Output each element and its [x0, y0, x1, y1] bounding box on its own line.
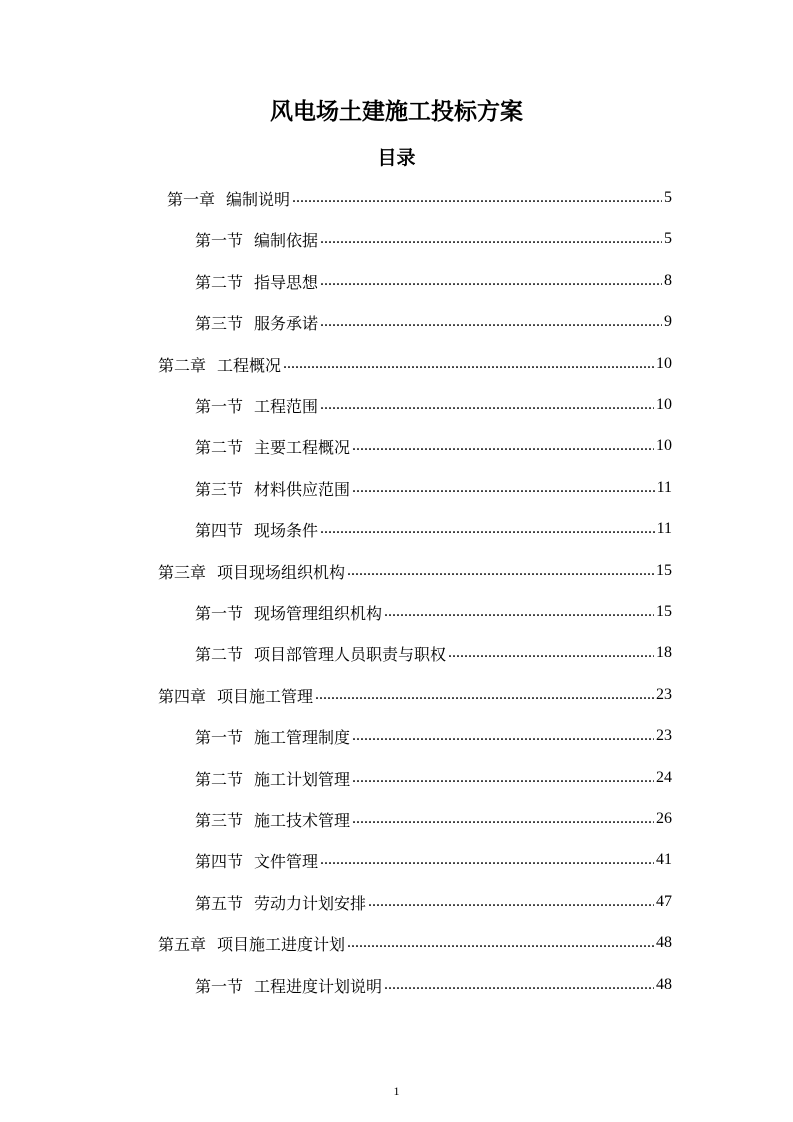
toc-entry-page: 5: [664, 230, 672, 247]
toc-entry-label: 第二节: [195, 439, 244, 457]
toc-entry-section[interactable]: [195, 965, 672, 1005]
toc-entry-section[interactable]: [195, 426, 672, 466]
toc-entry-title: 工程进度计划说明: [254, 976, 383, 996]
toc-entry-label: 第五节: [195, 895, 244, 913]
toc-entry-title: 编制依据: [254, 230, 319, 250]
toc-entry-label: 第一章: [167, 191, 216, 209]
toc-leader-dots: [320, 272, 662, 290]
toc-entry-page: 10: [656, 437, 672, 454]
toc-entry-section[interactable]: [195, 592, 672, 632]
toc-leader-dots: [320, 230, 662, 248]
toc-entry-chapter[interactable]: [158, 344, 672, 384]
toc-entry-page: 15: [656, 562, 672, 579]
toc-leader-dots: [320, 851, 654, 869]
toc-entry-page: 48: [656, 976, 672, 993]
toc-entry-page: 48: [656, 934, 672, 951]
toc-leader-dots: [315, 686, 654, 704]
toc-entry-section[interactable]: [195, 261, 672, 301]
document-title: 风电场土建施工投标方案: [270, 99, 523, 125]
toc-entry-page: 47: [656, 893, 672, 910]
toc-entry-page: 15: [656, 603, 672, 620]
toc-entry-title: 项目施工进度计划: [217, 934, 346, 954]
toc-leader-dots: [347, 562, 654, 580]
toc-leader-dots: [320, 520, 655, 538]
toc-entry-section[interactable]: [195, 758, 672, 798]
toc-entry-title: 工程概况: [217, 355, 282, 375]
toc-entry-label: 第三章: [158, 564, 207, 582]
toc-entry-title: 项目施工管理: [217, 686, 314, 706]
toc-entry-page: 8: [664, 272, 672, 289]
toc-entry-label: 第四节: [195, 853, 244, 871]
toc-leader-dots: [283, 355, 654, 373]
toc-entry-chapter[interactable]: [167, 178, 672, 218]
page-number: 1: [393, 1084, 400, 1098]
toc-entry-title: 现场管理组织机构: [254, 603, 383, 623]
toc-leader-dots: [352, 479, 655, 497]
toc-entry-title: 文件管理: [254, 851, 319, 871]
toc-entry-chapter[interactable]: [158, 675, 672, 715]
toc-leader-dots: [347, 934, 654, 952]
toc-entry-title: 服务承诺: [254, 313, 319, 333]
toc-entry-title: 施工管理制度: [254, 727, 351, 747]
toc-entry-section[interactable]: [195, 219, 672, 259]
toc-entry-title: 施工技术管理: [254, 810, 351, 830]
toc-entry-label: 第一节: [195, 729, 244, 747]
toc-leader-dots: [384, 976, 654, 994]
toc-entry-title: 指导思想: [254, 272, 319, 292]
toc-entry-page: 41: [656, 851, 672, 868]
toc-entry-title: 主要工程概况: [254, 437, 351, 457]
toc-entry-label: 第三节: [195, 812, 244, 830]
toc-entry-label: 第二节: [195, 646, 244, 664]
toc-entry-page: 23: [656, 686, 672, 703]
toc-entry-label: 第二节: [195, 274, 244, 292]
toc-leader-dots: [368, 893, 654, 911]
toc-leader-dots: [352, 769, 654, 787]
toc-entry-label: 第二章: [158, 357, 207, 375]
toc-entry-section[interactable]: [195, 840, 672, 880]
toc-entry-page: 9: [664, 313, 672, 330]
toc-leader-dots: [352, 810, 654, 828]
toc-heading: 目录: [377, 147, 416, 169]
toc-entry-label: 第一节: [195, 232, 244, 250]
toc-entry-page: 5: [664, 189, 672, 206]
toc-entry-title: 现场条件: [254, 520, 319, 540]
toc-leader-dots: [292, 189, 662, 207]
toc-entry-section[interactable]: [195, 633, 672, 673]
toc-leader-dots: [320, 313, 662, 331]
toc-entry-label: 第三节: [195, 315, 244, 333]
toc-entry-section[interactable]: [195, 882, 672, 922]
toc-leader-dots: [448, 644, 654, 662]
toc-entry-page: 24: [656, 769, 672, 786]
toc-entry-label: 第一节: [195, 398, 244, 416]
toc-entry-label: 第三节: [195, 481, 244, 499]
toc-entry-page: 11: [656, 520, 672, 537]
toc-entry-title: 编制说明: [226, 189, 291, 209]
toc-leader-dots: [320, 396, 654, 414]
toc-entry-title: 施工计划管理: [254, 769, 351, 789]
toc-entry-title: 项目部管理人员职责与职权: [254, 644, 447, 664]
toc-entry-section[interactable]: [195, 716, 672, 756]
toc-entry-label: 第一节: [195, 978, 244, 996]
toc-leader-dots: [352, 727, 654, 745]
toc-entry-chapter[interactable]: [158, 551, 672, 591]
toc-entry-section[interactable]: [195, 799, 672, 839]
toc-entry-label: 第二节: [195, 771, 244, 789]
toc-entry-section[interactable]: [195, 509, 672, 549]
toc-entry-chapter[interactable]: [158, 923, 672, 963]
toc-entry-label: 第一节: [195, 605, 244, 623]
toc-entry-section[interactable]: [195, 385, 672, 425]
toc-leader-dots: [352, 437, 654, 455]
toc-entry-page: 10: [656, 396, 672, 413]
toc-entry-page: 18: [656, 644, 672, 661]
toc-entry-section[interactable]: [195, 468, 672, 508]
toc-entry-title: 劳动力计划安排: [254, 893, 367, 913]
toc-entry-page: 10: [656, 355, 672, 372]
toc-leader-dots: [384, 603, 654, 621]
toc-entry-page: 26: [656, 810, 672, 827]
toc-entry-title: 工程范围: [254, 396, 319, 416]
toc-entry-label: 第四章: [158, 688, 207, 706]
toc-entry-page: 11: [656, 479, 672, 496]
toc-entry-page: 23: [656, 727, 672, 744]
toc-entry-label: 第五章: [158, 936, 207, 954]
toc-entry-title: 项目现场组织机构: [217, 562, 346, 582]
toc-entry-title: 材料供应范围: [254, 479, 351, 499]
toc-entry-label: 第四节: [195, 522, 244, 540]
toc-entry-section[interactable]: [195, 302, 672, 342]
